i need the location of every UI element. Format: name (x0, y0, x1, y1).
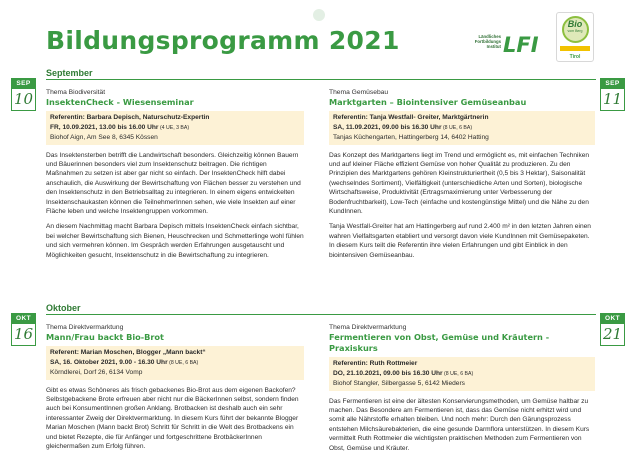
bio-logo-sub: vom Berg (567, 29, 583, 33)
course-details-box: Referent: Marian Moschen, Blogger „Mann backt“ SA, 16. Oktober 2021, 9.00 - 16.30 Uhr (8 UE, 6 BA) Körndlerei, Dorf 26, 6134 Vomp (46, 346, 304, 379)
course-card-insektencheck (46, 88, 304, 260)
course-theme: Thema Biodiversität (46, 89, 106, 96)
course-details-box: Referentin: Tanja Westfall- Greiter, Marktgärtnerin SA, 11.09.2021, 09.00 bis 16.30 Uhr (8 UE, 6 BA) Tanjas Küchengarten, Hattingerberg 14, 6402 Hatting (329, 111, 595, 144)
course-theme: Thema Gemüsebau (329, 89, 389, 96)
lfi-logo-mark: LFI (503, 33, 539, 57)
course-card-marktgarten (329, 88, 595, 260)
date-badge-okt-21: OKT 21 (600, 313, 625, 346)
course-description: Das Konzept des Marktgartens liegt im Trend und ermöglicht es, mit einfachen Techniken und auf kleiner Fläche effizient Gemüse von hoher Qualität zu produzieren. Zu den Prinzipien des Marktgartens gehören Kleinstrukturiertheit (0,5 bis 3 Hektar), Saisonalität (wechselndes Sortiment), Vielfältigkeit (unterschiedliche Arten und Sorten), biologische Wirtschaftsweise, Produktivität (Ertragsmaximierung unter Verbesserung der Bodenfruchtbarkeit), Low-Tech (einfache und kostengünstige Mittel) und die Nähe zu den KundInnen. Tanja Westfall-Greiter hat am Hattingerberg auf rund 2.400 m² in den letzten Jahren einen wahren Vielfaltsgarten etabliert und versorgt davon viele KundInnen mit Gemüsepaketen. In diesem Kurs teilt die Referentin ihre vielen Erfahrungen und gibt Einblick in den biointensiven Gemüseanbau. (329, 151, 591, 259)
course-title: Fermentieren von Obst, Gemüse und Kräutern - Praxiskurs (329, 332, 550, 354)
lfi-logo-text: Ländliches Fortbildungs Institut (474, 34, 501, 50)
page-title: Bildungsprogramm 2021 (46, 26, 400, 55)
date-badge-okt-16: OKT 16 (11, 313, 36, 346)
lfi-logo (467, 33, 539, 57)
course-description: Das Insektensterben betrifft die Landwirtschaft besonders. Gleichzeitig können Bauern und Bäuerinnen besonders viel zum Insektenschutz beitragen. Die richtigen Maßnahmen zu setzen ist aber gar nicht so einfach. Der InsektenCheck hilft dabei anschaulich, die Auswirkung der Bewirtschaftung von Flächen besser zu verstehen und den Insektenschutz in den Betriebsalltag zu integrieren. In einem eigens entwickelten Insektenschaukasten können die TeilnehmerInnen sehen, wie viele Insekten auf einer Fläche leben und welche Insektengruppen vorkommen. An diesem Nachmittag macht Barbara Depisch mittels InsektenCheck einfach sichtbar, bei welcher Bewirtschaftung sich Bienen, Heuschrecken und Schmetterlinge wohl fühlen und sich vermehren können. Im Gespräch werden Erfahrungen ausgetauscht und Möglichkeiten gesucht, Insektenschutz in die Bewirtschaftung zu integrieren. (46, 151, 304, 259)
course-title: InsektenCheck - Wiesenseminar (46, 97, 194, 108)
course-title: Mann/Frau backt Bio-Brot (46, 332, 164, 343)
bio-logo-tirol: Tirol (569, 54, 581, 60)
course-card-bio-brot (46, 323, 304, 451)
decorative-dot (313, 9, 325, 21)
date-badge-sep-11: SEP 11 (600, 78, 625, 111)
september-divider (46, 79, 596, 80)
bio-logo-bar (560, 46, 590, 51)
date-badge-sep-10: SEP 10 (11, 78, 36, 111)
course-card-fermentieren (329, 323, 595, 453)
month-oktober: Oktober (46, 303, 81, 313)
oktober-divider (46, 314, 596, 315)
month-september: September (46, 68, 93, 78)
course-description: Gibt es etwas Schöneres als frisch gebackenes Bio-Brot aus dem eigenen Backofen? Selbstgebackene Brote erfreuen aber nicht nur die BäckerInnen selbst, sondern finden auch bei KonsumentInnen großen Anklang. Brotbacken ist deshalb auch ein sehr interessanter Zweig der Direktvermarktung. In diesem Kurs führt der bekannte Blogger Marian Moschen (Mann backt Brot) Schritt für Schritt in die Welt des Brotbackens ein und bietet Rezepte, die für Anfänger und fortgeschrittene BrotbäckerInnen gleichermaßen zum Erfolg führen. (46, 386, 299, 451)
course-theme: Thema Direktvermarktung (46, 324, 124, 331)
course-title: Marktgarten – Biointensiver Gemüseanbau (329, 97, 527, 108)
course-details-box: Referentin: Ruth Rottmeier DO, 21.10.2021, 09.00 bis 16.30 Uhr (8 UE, 6 BA) Biohof Stangler, Silbergasse 5, 6142 Mieders (329, 357, 595, 390)
bio-vom-berg-logo (556, 12, 594, 62)
course-theme: Thema Direktvermarktung (329, 324, 407, 331)
course-details-box: Referentin: Barbara Depisch, Naturschutz-Expertin FR, 10.09.2021, 13.00 bis 16.00 Uhr (4 UE, 3 BA) Biohof Aign, Am See 8, 6345 Kössen (46, 111, 304, 144)
course-description: Das Fermentieren ist eine der ältesten Konservierungsmethoden, um Gemüse haltbar zu machen. Das Besondere am Fermentieren ist, dass das Gemüse nicht erhitzt wird und somit alle Nährstoffe erhalten bleiben. Und noch mehr: Durch den Gärungsprozess entstehen Milchsäurebakterien, die eine gesunde Darmflora unterstützen. In diesem Kurs vermittelt Ruth Rottmeier die wichtigsten praktischen Methoden zum Fermentieren von Obst, Gemüse und Kräuter. (329, 397, 590, 452)
bio-logo-word: Bio (567, 19, 583, 29)
